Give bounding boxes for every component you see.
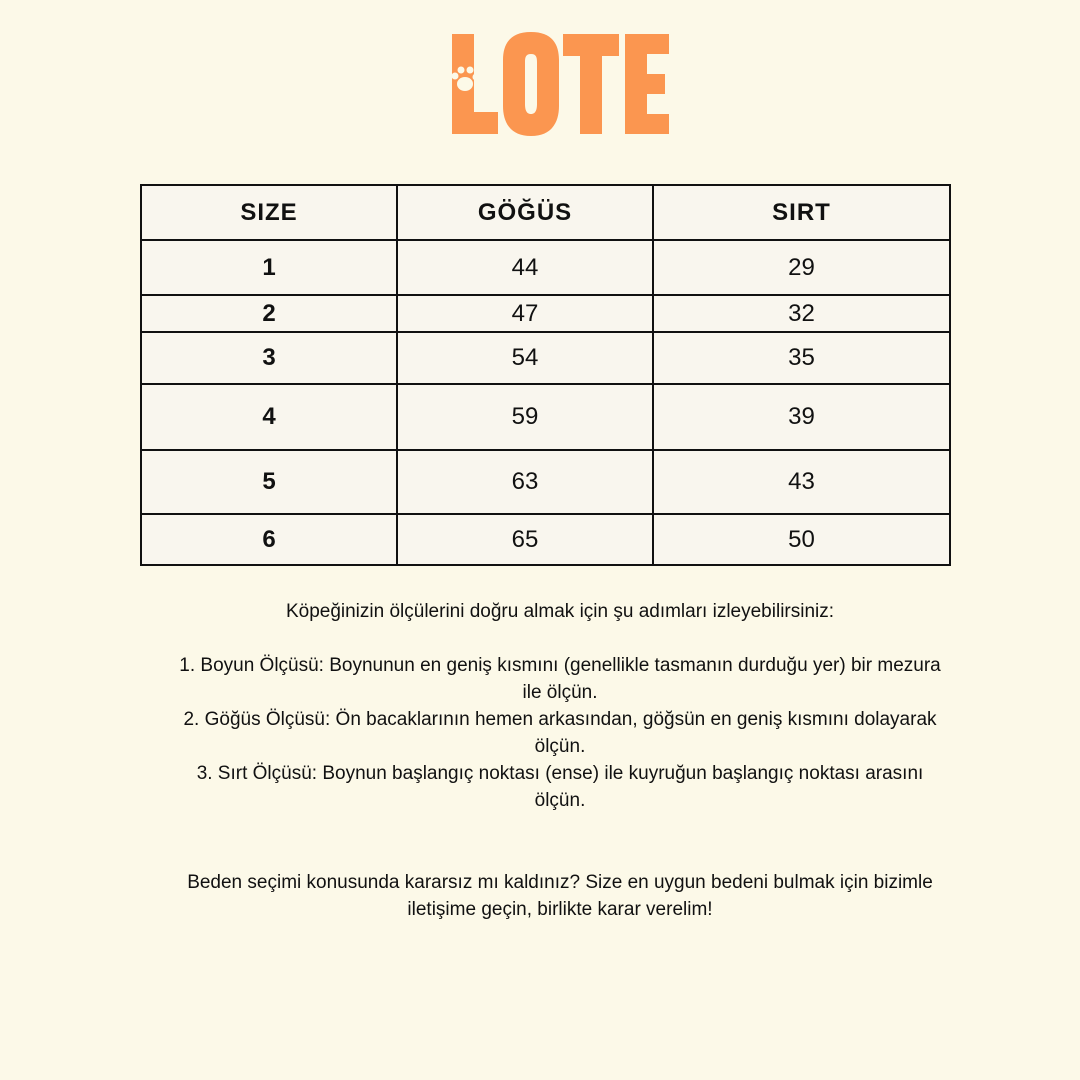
table-row xyxy=(141,240,950,295)
header-chest: GÖĞÜS xyxy=(397,185,653,240)
chest-cell: 63 xyxy=(397,450,653,514)
table-row xyxy=(141,332,950,384)
instructions-intro: Köpeğinizin ölçülerini doğru almak için şu adımları izleyebilirsiniz: xyxy=(285,601,835,622)
back-cell: 43 xyxy=(653,450,950,514)
back-cell: 29 xyxy=(653,240,950,295)
size-cell: 2 xyxy=(141,295,397,332)
size-cell: 6 xyxy=(141,514,397,565)
closing-note: Beden seçimi konusunda kararsız mı kaldınız? Size en uygun bedeni bulmak için bizimle iletişime geçin, birlikte karar verelim! xyxy=(187,872,933,920)
table-header-row xyxy=(141,185,950,240)
size-chart-table xyxy=(140,184,951,566)
chest-cell: 65 xyxy=(397,514,653,565)
brand-logo xyxy=(447,32,673,136)
chest-cell: 47 xyxy=(397,295,653,332)
back-cell: 32 xyxy=(653,295,950,332)
step-chest: 2. Göğüs Ölçüsü: Ön bacaklarının hemen arkasından, göğsün en geniş kısmını dolayarak ölçün. xyxy=(183,709,937,757)
table-row xyxy=(141,295,950,332)
header-back: SIRT xyxy=(653,185,950,240)
chest-cell: 54 xyxy=(397,332,653,384)
back-cell: 35 xyxy=(653,332,950,384)
table-row xyxy=(141,384,950,450)
back-cell: 39 xyxy=(653,384,950,450)
header-size: SIZE xyxy=(141,185,397,240)
table-row xyxy=(141,514,950,565)
step-back: 3. Sırt Ölçüsü: Boynun başlangıç noktası (ense) ile kuyruğun başlangıç noktası arasını ölçün. xyxy=(196,763,924,811)
step-neck: 1. Boyun Ölçüsü: Boynunun en geniş kısmını (genellikle tasmanın durduğu yer) bir mezura ile ölçün. xyxy=(179,655,941,703)
table-row xyxy=(141,450,950,514)
size-cell: 3 xyxy=(141,332,397,384)
chest-cell: 44 xyxy=(397,240,653,295)
measurement-steps xyxy=(160,652,960,814)
back-cell: 50 xyxy=(653,514,950,565)
size-cell: 4 xyxy=(141,384,397,450)
chest-cell: 59 xyxy=(397,384,653,450)
size-cell: 5 xyxy=(141,450,397,514)
size-cell: 1 xyxy=(141,240,397,295)
